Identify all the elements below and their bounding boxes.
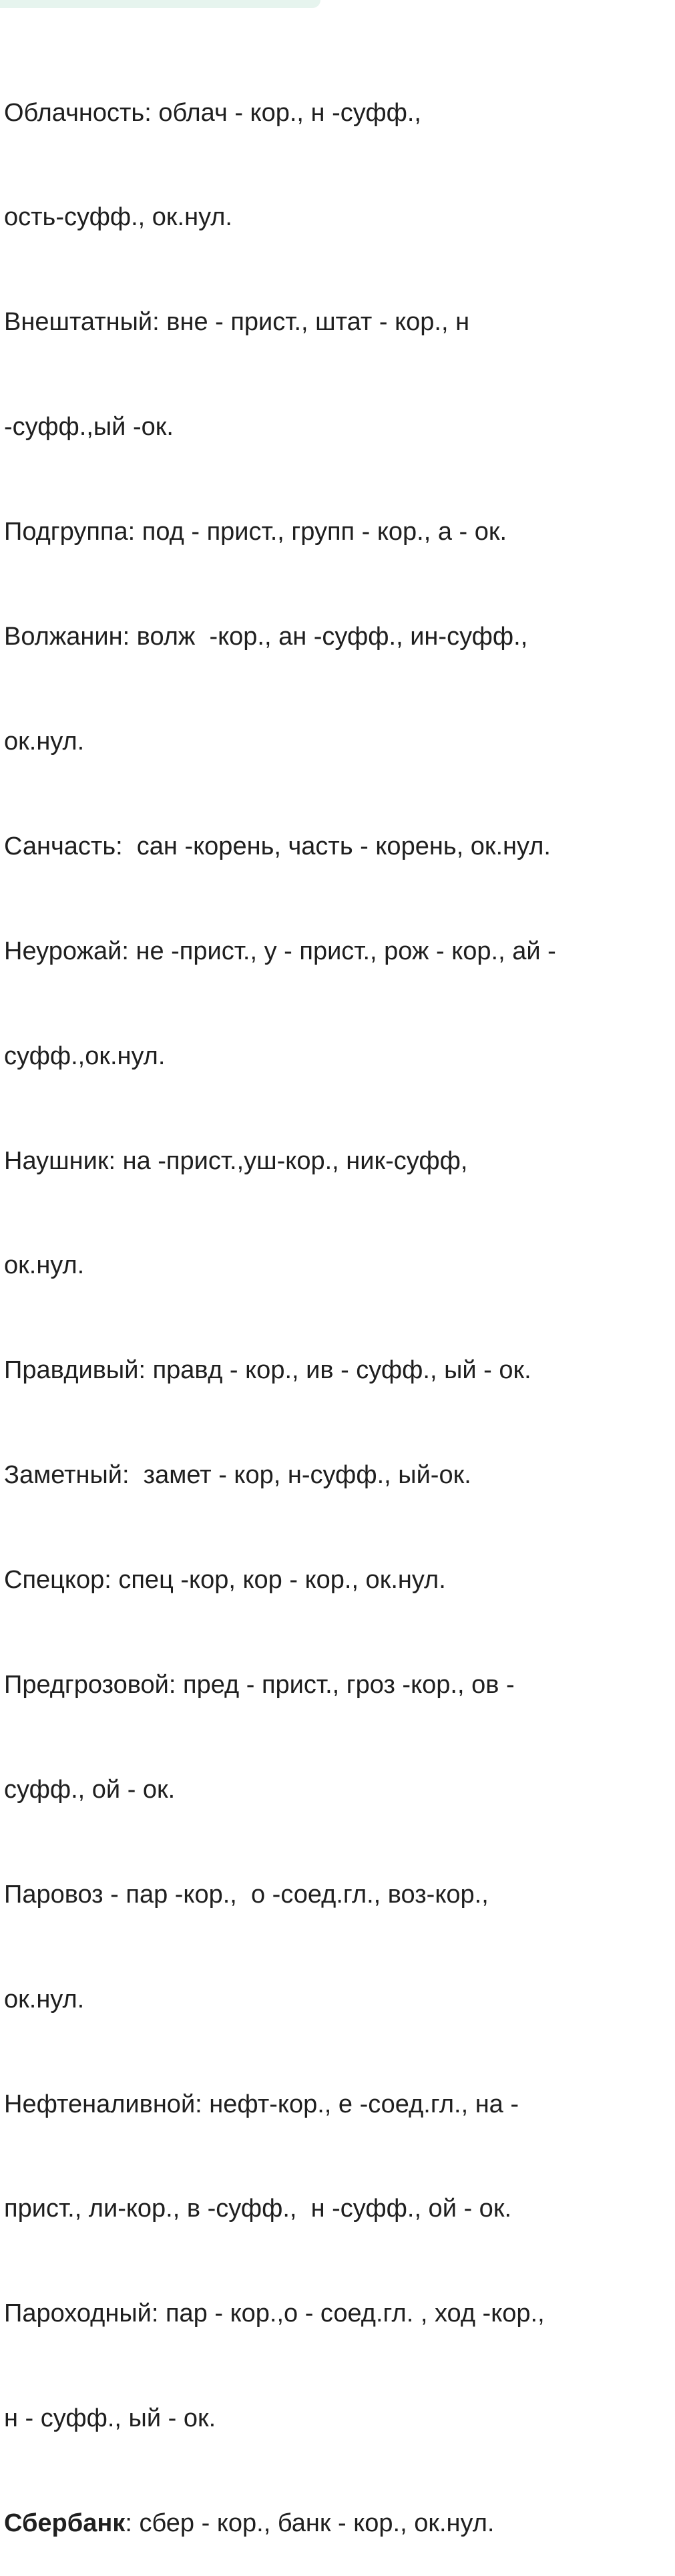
text-line: Предгрозовой: пред - прист., гроз -кор., ов - (4, 1670, 515, 1699)
bold-word: Сбербанк (4, 2509, 126, 2538)
text-line: ок.нул. (4, 727, 85, 756)
text-line: Наушник: на -прист.,уш-кор., ник-суфф, (4, 1146, 468, 1175)
text-line: Неурожай: не -прист., у - прист., рож - кор., ай - (4, 937, 556, 965)
text-line: Правдивый: правд - кор., ив - суфф., ый - ок. (4, 1356, 531, 1385)
text-line: Подгруппа: под - прист., групп - кор., а - ок. (4, 518, 507, 546)
top-banner-edge (0, 0, 320, 8)
text-line: Облачность: облач - кор., н -суфф., (4, 98, 421, 127)
word-analysis-text (4, 25, 672, 2576)
text-line: Спецкор: спец -кор, кор - кор., ок.нул. (4, 1566, 446, 1595)
last-line-rest: : сбер - кор., банк - кор., ок.нул. (125, 2509, 495, 2538)
text-line: Внештатный: вне - прист., штат - кор., н (4, 308, 470, 337)
text-line: ок.нул. (4, 1985, 85, 2014)
text-line: ок.нул. (4, 1251, 85, 1280)
text-line-last (4, 2506, 672, 2541)
text-line: ость-суфф., ок.нул. (4, 203, 232, 232)
text-line: Санчасть: сан -корень, часть - корень, ок.нул. (4, 832, 551, 860)
text-line: н - суфф., ый - ок. (4, 2404, 216, 2433)
text-line: Заметный: замет - кор, н-суфф., ый-ок. (4, 1461, 471, 1490)
text-line: Паровоз - пар -кор., о -соед.гл., воз-кор., (4, 1880, 489, 1909)
text-line: Нефтеналивной: нефт-кор., е -соед.гл., на - (4, 2090, 519, 2118)
text-line: Пароходный: пар - кор.,о - соед.гл. , ход -кор., (4, 2299, 545, 2328)
text-line: суфф., ой - ок. (4, 1775, 176, 1804)
text-line: суфф.,ок.нул. (4, 1041, 166, 1070)
text-line: Волжанин: волж -кор., ан -суфф., ин-суфф., (4, 623, 528, 651)
text-line: прист., ли-кор., в -суфф., н -суфф., ой - ок. (4, 2195, 511, 2223)
text-line: -суфф.,ый -ок. (4, 413, 174, 442)
